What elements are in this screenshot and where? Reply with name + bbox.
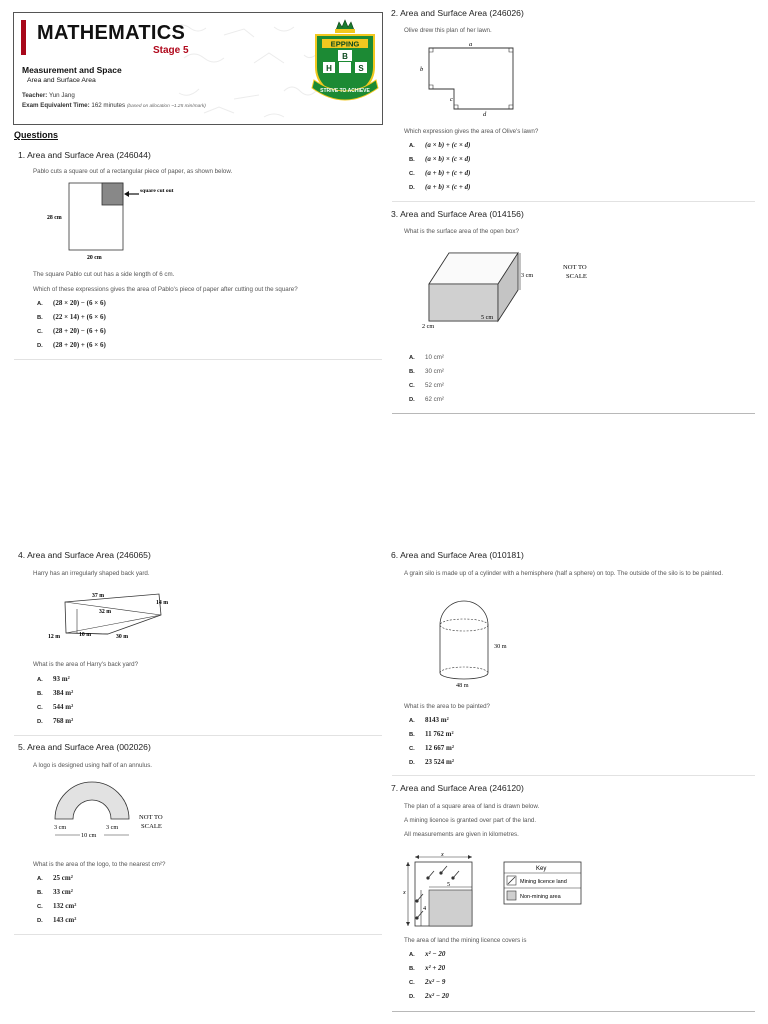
q2-label-c: c [450, 96, 453, 103]
q6-option-letter: C. [409, 746, 415, 752]
q4-intro: Harry has an irregularly shaped back yard. [33, 570, 150, 577]
q2-option-d[interactable] [409, 183, 470, 191]
topic-label: Measurement and Space [22, 65, 122, 75]
q2-option-letter: D. [409, 185, 415, 191]
school-crest-icon [310, 18, 380, 106]
q4-option-letter: B. [37, 691, 43, 697]
q5-right-label: 3 cm [106, 824, 119, 831]
q2-label-b: b [420, 66, 424, 73]
q5-option-c[interactable] [37, 902, 76, 910]
q6-option-a[interactable] [409, 716, 449, 724]
q7-option-value: 2x² − 9 [425, 978, 446, 986]
q3-option-value: 10 cm² [425, 354, 444, 361]
q2-option-value: (a + b) × (c + d) [425, 183, 471, 191]
q3-height-label: 3 cm [521, 272, 534, 279]
q1-question: Which of these expressions gives the area of Pablo's piece of paper after cutting out the square? [33, 286, 298, 293]
q3-option-letter: D. [409, 397, 415, 403]
subtopic-label: Area and Surface Area [27, 77, 96, 84]
q7-x-top-label: x [441, 851, 444, 858]
time-value: 162 minutes [91, 102, 126, 109]
q1-option-letter: A. [37, 301, 43, 307]
teacher-name: Yun Jang [48, 92, 75, 99]
q6-option-value: 8143 m² [425, 716, 449, 724]
q4-option-d[interactable] [37, 717, 73, 725]
q2-option-value: (a × b) × (c × d) [425, 155, 471, 163]
q1-divider [14, 359, 382, 360]
q4-option-value: 544 m² [53, 703, 74, 711]
q3-intro: What is the surface area of the open box? [404, 228, 519, 235]
q4-divider [14, 735, 382, 736]
q5-intro: A logo is designed using half of an annulus. [33, 762, 153, 769]
q7-option-value: 2x² − 20 [425, 992, 449, 1000]
q7-question: The area of land the mining licence covers is [404, 937, 527, 944]
q5-option-letter: D. [37, 918, 43, 924]
q6-option-letter: B. [409, 732, 415, 738]
q4-diagram [44, 588, 184, 646]
q5-option-b[interactable] [37, 888, 73, 896]
q5-width-label: 10 cm [81, 832, 97, 839]
q5-divider [14, 934, 382, 935]
q7-option-value: x² − 20 [425, 950, 446, 958]
q7-option-letter: B. [409, 966, 415, 972]
header-box [13, 12, 383, 125]
q6-option-value: 23 524 m² [425, 758, 454, 766]
q7-option-c[interactable] [409, 978, 445, 986]
q6-width-label: 48 m [456, 682, 469, 689]
q4-left-label: 12 m [48, 634, 61, 640]
q3-diagram [420, 247, 600, 335]
q6-option-letter: D. [409, 760, 415, 766]
q7-option-d[interactable] [409, 992, 449, 1000]
q5-option-letter: A. [37, 876, 43, 882]
q7-line-1: The plan of a square area of land is drawn below. [404, 803, 540, 810]
q6-height-label: 30 m [494, 643, 507, 650]
q7-diagram [403, 851, 583, 933]
q3-option-c[interactable] [409, 382, 444, 389]
crest-school-name: EPPING [330, 39, 360, 49]
q1-title: 1. Area and Surface Area (246044) [18, 150, 151, 160]
q3-option-a[interactable] [409, 354, 444, 361]
q7-x-left-label: x [403, 889, 406, 896]
q7-key-mining: Mining licence land [520, 879, 567, 885]
q4-right-label: 14 m [156, 600, 169, 606]
q4-base-label: 30 m [116, 634, 129, 640]
q6-intro: A grain silo is made up of a cylinder with a hemisphere (half a sphere) on top. The outside of the silo is to be painted. [404, 570, 724, 577]
q5-option-value: 33 cm² [53, 888, 73, 896]
q5-option-value: 25 cm² [53, 874, 73, 882]
time-label: Exam Equivalent Time: [22, 102, 90, 109]
q1-option-letter: B. [37, 315, 43, 321]
q5-option-value: 143 cm² [53, 916, 77, 924]
time-line [22, 102, 206, 109]
q2-option-b[interactable] [409, 155, 470, 163]
q4-option-value: 768 m² [53, 717, 74, 725]
q3-option-letter: B. [409, 369, 415, 375]
q6-option-d[interactable] [409, 758, 454, 766]
q1-option-letter: C. [37, 329, 43, 335]
q7-option-letter: C. [409, 980, 415, 986]
q3-note-2: SCALE [566, 273, 587, 280]
q1-option-d[interactable] [37, 341, 106, 349]
q4-top-label: 37 m [92, 593, 105, 599]
q1-option-value: (28 × 20) − (6 × 6) [53, 299, 106, 307]
q7-five-label: 5 [447, 881, 451, 888]
q6-option-b[interactable] [409, 730, 454, 738]
q3-option-value: 30 cm² [425, 368, 444, 375]
q4-inner-label: 32 m [99, 609, 112, 615]
q7-four-label: 4 [423, 905, 427, 912]
q4-option-letter: C. [37, 705, 43, 711]
q7-option-a[interactable] [409, 950, 445, 958]
q1-option-letter: D. [37, 343, 43, 349]
q6-option-value: 12 667 m² [425, 744, 454, 752]
q7-option-letter: D. [409, 994, 415, 1000]
q5-option-letter: B. [37, 890, 43, 896]
q5-question: What is the area of the logo, to the nearest cm²? [33, 861, 166, 868]
q7-line-3: All measurements are given in kilometres. [404, 831, 519, 838]
q6-option-value: 11 762 m² [425, 730, 454, 738]
q7-line-2: A mining licence is granted over part of the land. [404, 817, 537, 824]
q2-divider [392, 201, 755, 202]
q7-key-non-mining: Non-mining area [520, 894, 561, 900]
q2-option-letter: A. [409, 143, 415, 149]
q3-option-value: 52 cm² [425, 382, 444, 389]
header-accent-bar [21, 20, 26, 55]
q5-title: 5. Area and Surface Area (002026) [18, 742, 151, 752]
crest-letter-b: B [342, 52, 348, 61]
stage-label: Stage 5 [153, 45, 189, 56]
q4-option-letter: A. [37, 677, 43, 683]
q5-option-value: 132 cm² [53, 902, 77, 910]
q4-option-letter: D. [37, 719, 43, 725]
q4-title: 4. Area and Surface Area (246065) [18, 550, 151, 560]
q3-divider [392, 413, 755, 414]
q5-option-d[interactable] [37, 916, 76, 924]
teacher-line [22, 92, 75, 99]
q4-option-a[interactable] [37, 675, 70, 683]
q2-option-letter: B. [409, 157, 415, 163]
q2-title: 2. Area and Surface Area (246026) [391, 8, 524, 18]
q2-label-d: d [483, 111, 487, 118]
q7-divider [392, 1011, 755, 1012]
q2-label-a: a [469, 41, 473, 48]
q2-option-c[interactable] [409, 169, 470, 177]
time-note: (based on allocation ~1.25 min/mark) [126, 104, 206, 109]
q2-diagram [412, 38, 522, 118]
q4-option-value: 384 m² [53, 689, 74, 697]
teacher-label: Teacher: [22, 92, 48, 99]
q4-option-b[interactable] [37, 689, 73, 697]
q5-left-label: 3 cm [54, 824, 67, 831]
q7-title: 7. Area and Surface Area (246120) [391, 783, 524, 793]
q6-title: 6. Area and Surface Area (010181) [391, 550, 524, 560]
q5-option-letter: C. [37, 904, 43, 910]
q3-width-label: 2 cm [422, 323, 435, 330]
q6-question: What is the area to be painted? [404, 703, 490, 710]
questions-heading: Questions [14, 130, 59, 140]
q3-option-letter: A. [409, 355, 415, 361]
q7-key-title: Key [536, 866, 547, 872]
q7-option-letter: A. [409, 952, 415, 958]
q1-bottom-label: 20 cm [87, 255, 102, 261]
q2-option-letter: C. [409, 171, 415, 177]
q1-text2: The square Pablo cut out has a side length of 6 cm. [33, 271, 175, 278]
q3-length-label: 5 cm [481, 314, 494, 321]
crest-letter-h: H [326, 64, 332, 73]
q1-side-label: 28 cm [47, 215, 62, 221]
q1-option-value: (28 + 20) − (6 + 6) [53, 327, 106, 335]
q4-question: What is the area of Harry's back yard? [33, 661, 139, 668]
q2-question: Which expression gives the area of Olive's lawn? [404, 128, 539, 135]
subject-title: MATHEMATICS [37, 22, 186, 44]
q1-option-value: (28 + 20) + (6 × 6) [53, 341, 106, 349]
q7-option-value: x² + 20 [425, 964, 446, 972]
q5-option-a[interactable] [37, 874, 73, 882]
q4-height-label: 10 m [79, 632, 92, 638]
q3-note-1: NOT TO [563, 264, 587, 271]
q1-cutout-label: square cut out [140, 188, 174, 194]
q3-option-letter: C. [409, 383, 415, 389]
q6-option-letter: A. [409, 718, 415, 724]
q4-option-c[interactable] [37, 703, 73, 711]
q2-option-value: (a + b) + (c + d) [425, 169, 471, 177]
q4-option-value: 93 m² [53, 675, 70, 683]
crest-letter-s: S [358, 64, 364, 73]
q5-note-1: NOT TO [139, 814, 163, 821]
q7-option-b[interactable] [409, 964, 445, 972]
q3-title: 3. Area and Surface Area (014156) [391, 209, 524, 219]
q1-option-b[interactable] [37, 313, 106, 321]
q1-option-value: (22 × 14) + (6 × 6) [53, 313, 106, 321]
q6-option-c[interactable] [409, 744, 454, 752]
q2-option-a[interactable] [409, 141, 470, 149]
q6-diagram [426, 597, 526, 697]
crest-motto: STRIVE TO ACHIEVE [320, 88, 370, 94]
q1-option-c[interactable] [37, 327, 106, 335]
q2-intro: Olive drew this plan of her lawn. [404, 27, 492, 34]
q5-diagram [44, 777, 184, 843]
q2-option-value: (a × b) + (c × d) [425, 141, 471, 149]
q3-option-value: 62 cm² [425, 396, 444, 403]
q1-intro: Pablo cuts a square out of a rectangular piece of paper, as shown below. [33, 168, 233, 175]
q3-option-b[interactable] [409, 368, 444, 375]
q1-diagram [40, 178, 180, 264]
q5-note-2: SCALE [141, 823, 162, 830]
q6-divider [392, 775, 755, 776]
q1-option-a[interactable] [37, 299, 106, 307]
q3-option-d[interactable] [409, 396, 444, 403]
